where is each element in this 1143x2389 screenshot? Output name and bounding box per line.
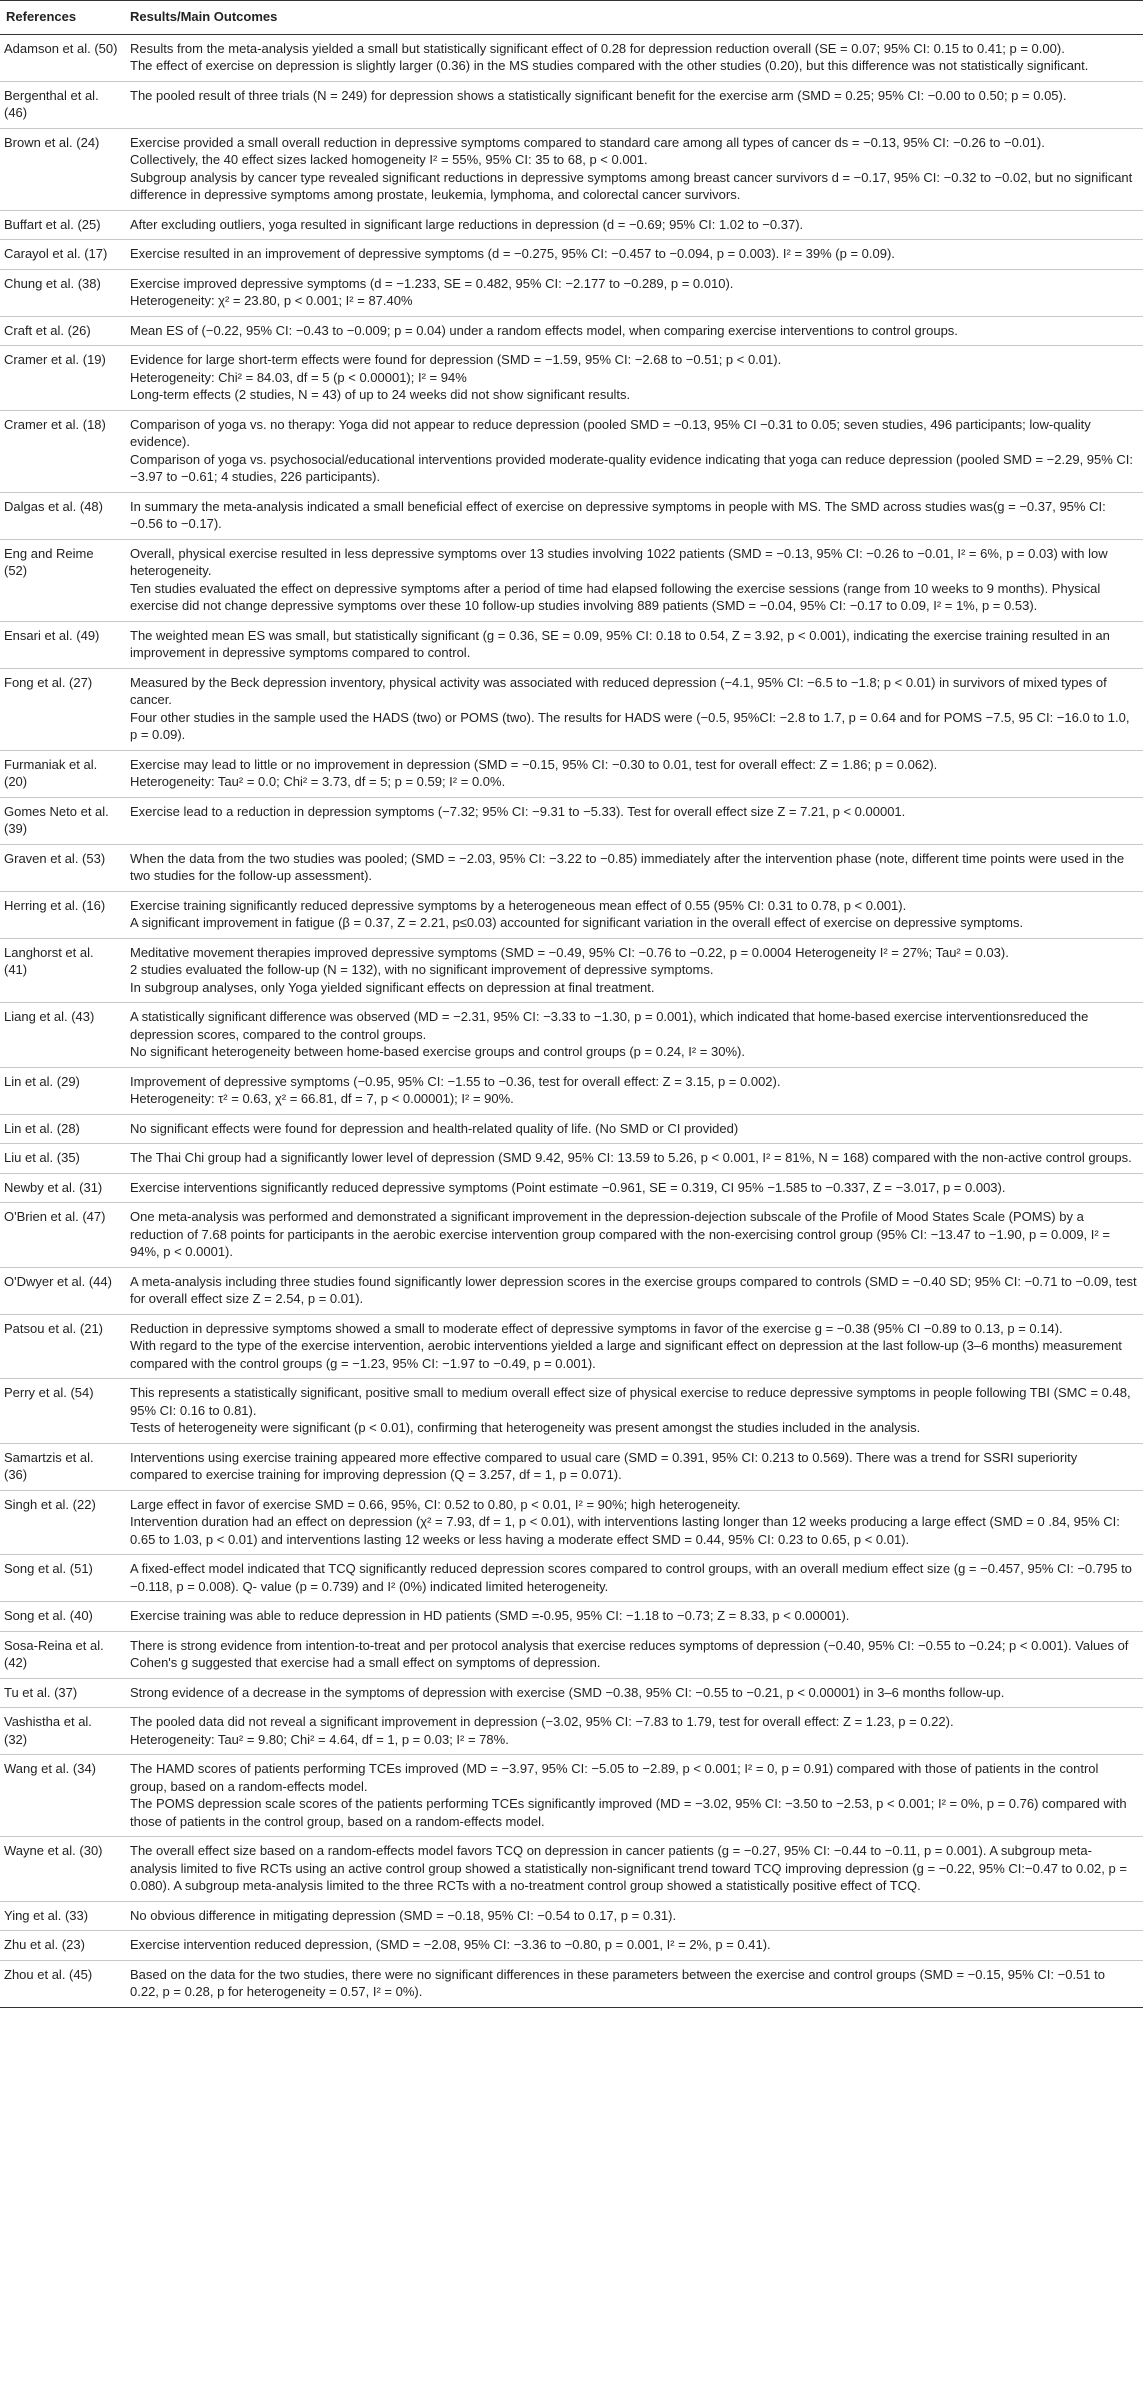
outcome-text: Exercise intervention reduced depression, (SMD = −2.08, 95% CI: −3.36 to −0.80, p = 0.001, I² = 2%, p = 0.41). bbox=[130, 1937, 771, 1952]
outcome-text: No significant effects were found for depression and health-related quality of life. (No SMD or CI provided) bbox=[130, 1120, 739, 1136]
outcome-text: A statistically significant difference was observed (MD = −2.31, 95% CI: −3.33 to −1.30, p = 0.001), which indicated that home-based exercise interventionsreduced the depression scores, compared to the control groups. bbox=[130, 1009, 1089, 1042]
table-row bbox=[0, 240, 1143, 270]
reference-cell: Langhorst et al. (41) bbox=[0, 938, 124, 1003]
table-row bbox=[0, 1173, 1143, 1203]
outcome-cell bbox=[124, 1901, 1143, 1931]
outcome-text: Large effect in favor of exercise SMD = 0.66, 95%, CI: 0.52 to 0.80, p < 0.01, I² = 90%; high heterogeneity. bbox=[130, 1496, 741, 1512]
header-results: Results/Main Outcomes bbox=[124, 1, 1143, 35]
table-row bbox=[0, 1678, 1143, 1708]
outcome-cell bbox=[124, 81, 1143, 128]
outcome-text: Heterogeneity: Chi² = 84.03, df = 5 (p < 0.00001); I² = 94% bbox=[130, 369, 467, 385]
outcome-text: Collectively, the 40 effect sizes lacked homogeneity I² = 55%, 95% CI: 35 to 68, p < 0.001. bbox=[130, 152, 648, 167]
reference-cell: Patsou et al. (21) bbox=[0, 1314, 124, 1379]
table-row bbox=[0, 269, 1143, 316]
reference-cell: Song et al. (40) bbox=[0, 1602, 124, 1632]
table-row bbox=[0, 938, 1143, 1003]
outcome-cell bbox=[124, 1602, 1143, 1632]
reference-cell: Fong et al. (27) bbox=[0, 668, 124, 750]
table-row bbox=[0, 1901, 1143, 1931]
reference-cell: Liang et al. (43) bbox=[0, 1003, 124, 1068]
outcome-cell bbox=[124, 1173, 1143, 1203]
outcome-cell bbox=[124, 269, 1143, 316]
outcome-text: Exercise interventions significantly reduced depressive symptoms (Point estimate −0.961, SE = 0.319, CI 95% −1.585 to −0.337, Z = −3.017, p = 0.003). bbox=[130, 1179, 1006, 1195]
outcome-text: Comparison of yoga vs. no therapy: Yoga did not appear to reduce depression (pooled SMD = −0.13, 95% CI −0.31 to 0.05; seven studies, 496 participants; low-quality evidence). bbox=[130, 416, 1091, 449]
reference-cell: Ying et al. (33) bbox=[0, 1901, 124, 1931]
outcome-cell bbox=[124, 1631, 1143, 1678]
reference-cell: Liu et al. (35) bbox=[0, 1144, 124, 1174]
outcome-text: Comparison of yoga vs. psychosocial/educational interventions provided moderate-quality evidence indicating that yoga can reduce depression (pooled SMD = −2.29, 95% CI: −3.97 to −0.61; 4 studies, 226 participants). bbox=[130, 451, 1134, 484]
reference-cell: Lin et al. (29) bbox=[0, 1067, 124, 1114]
outcome-cell bbox=[124, 1144, 1143, 1174]
table-row bbox=[0, 1631, 1143, 1678]
reference-cell: Perry et al. (54) bbox=[0, 1379, 124, 1444]
outcome-cell bbox=[124, 797, 1143, 844]
outcome-cell bbox=[124, 492, 1143, 539]
outcome-text: Results from the meta-analysis yielded a small but statistically significant effect of 0.28 for depression reduction overall (SE = 0.07; 95% CI: 0.15 to 0.41; p = 0.00). bbox=[130, 40, 1065, 56]
outcome-cell bbox=[124, 1837, 1143, 1902]
outcome-text: Tests of heterogeneity were significant (p < 0.01), confirming that heterogeneity was present amongst the studies included in the analysis. bbox=[130, 1420, 921, 1435]
outcome-text: Reduction in depressive symptoms showed a small to moderate effect of depressive symptoms in favor of the exercise g = −0.38 (95% CI −0.89 to 0.13, p = 0.14). bbox=[130, 1320, 1063, 1336]
outcome-cell bbox=[124, 1960, 1143, 2007]
outcome-cell bbox=[124, 1267, 1143, 1314]
outcome-cell bbox=[124, 410, 1143, 492]
outcome-cell bbox=[124, 210, 1143, 240]
table-row bbox=[0, 891, 1143, 938]
table-row bbox=[0, 797, 1143, 844]
outcome-text: The POMS depression scale scores of the patients performing TCEs significantly improved (MD = −3.02, 95% CI: −3.50 to −2.53, p < 0.001; I² = 0%, p = 0.76) compared with those of patients in the control group, based on a random-effects model. bbox=[130, 1796, 1127, 1829]
outcome-text: A fixed-effect model indicated that TCQ significantly reduced depression scores compared to control groups, with an overall medium effect size (g = −0.457, 95% CI: −0.795 to −0.118, p = 0.008). Q- value (p = 0.739) and I² (0%) indicated limited heterogeneity. bbox=[130, 1561, 1132, 1594]
outcome-text: In subgroup analyses, only Yoga yielded significant effects on depression at final treatment. bbox=[130, 979, 655, 995]
outcome-text: Exercise resulted in an improvement of depressive symptoms (d = −0.275, 95% CI: −0.457 to −0.094, p = 0.003). I² = 39% (p = 0.09). bbox=[130, 246, 895, 261]
outcome-text: A significant improvement in fatigue (β = 0.37, Z = 2.21, p≤0.03) accounted for significant variation in the overall effect of exercise on depressive symptoms. bbox=[130, 915, 1024, 930]
table-row bbox=[0, 1379, 1143, 1444]
reference-cell: Eng and Reime (52) bbox=[0, 539, 124, 621]
outcome-text: Interventions using exercise training appeared more effective compared to usual care (SMD = 0.391, 95% CI: 0.213 to 0.569). There was a trend for SSRI superiority compared to exercise training for improving depression (Q = 3.257, df = 1, p = 0.071). bbox=[130, 1449, 1078, 1482]
reference-cell: Cramer et al. (18) bbox=[0, 410, 124, 492]
outcome-cell bbox=[124, 1067, 1143, 1114]
outcome-text: The weighted mean ES was small, but statistically significant (g = 0.36, SE = 0.09, 95% CI: 0.18 to 0.54, Z = 3.92, p < 0.001), indicating the exercise training resulted in an improvement in depressive symptoms compared to control. bbox=[130, 627, 1110, 660]
table-row bbox=[0, 81, 1143, 128]
outcome-cell bbox=[124, 1708, 1143, 1755]
table-row bbox=[0, 492, 1143, 539]
reference-cell: Cramer et al. (19) bbox=[0, 346, 124, 411]
outcome-cell bbox=[124, 621, 1143, 668]
outcome-cell bbox=[124, 1555, 1143, 1602]
outcome-text: Exercise lead to a reduction in depression symptoms (−7.32; 95% CI: −9.31 to −5.33). Test for overall effect size Z = 7.21, p < 0.00001. bbox=[130, 803, 906, 819]
table-row bbox=[0, 750, 1143, 797]
outcome-text: A meta-analysis including three studies found significantly lower depression scores in the exercise groups compared to controls (SMD = −0.40 SD; 95% CI: −0.71 to −0.09, test for overall effect size Z = 2.54, p = 0.01). bbox=[130, 1273, 1137, 1306]
outcome-cell bbox=[124, 1755, 1143, 1837]
outcome-text: The HAMD scores of patients performing TCEs improved (MD = −3.97, 95% CI: −5.05 to −2.89, p < 0.001; I² = 0, p = 0.91) compared with those of patients in the control group, based on a random-effects model. bbox=[130, 1761, 1099, 1794]
reference-cell: Ensari et al. (49) bbox=[0, 621, 124, 668]
reference-cell: Zhu et al. (23) bbox=[0, 1931, 124, 1961]
outcome-text: Improvement of depressive symptoms (−0.95, 95% CI: −1.55 to −0.36, test for overall effect: Z = 3.15, p = 0.002). bbox=[130, 1073, 781, 1089]
outcome-text: Strong evidence of a decrease in the symptoms of depression with exercise (SMD −0.38, 95% CI: −0.55 to −0.21, p < 0.00001) in 3–6 months follow-up. bbox=[130, 1684, 1005, 1700]
outcome-cell bbox=[124, 844, 1143, 891]
outcome-text: Intervention duration had an effect on depression (χ² = 7.93, df = 1, p < 0.01), with interventions lasting longer than 12 weeks producing a large effect (SMD = 0 .84, 95% CI: 0.65 to 1.03, p < 0.01) and interventions lasting 12 weeks or less having a moderate effect SMD = 0.44, 95% CI: 0.23 to 0.65, p < 0.01). bbox=[130, 1514, 1120, 1547]
reference-cell: Singh et al. (22) bbox=[0, 1490, 124, 1555]
outcome-text: Long-term effects (2 studies, N = 43) of up to 24 weeks did not show significant results. bbox=[130, 387, 631, 402]
reference-cell: Brown et al. (24) bbox=[0, 128, 124, 210]
reference-cell: O'Dwyer et al. (44) bbox=[0, 1267, 124, 1314]
outcome-cell bbox=[124, 1379, 1143, 1444]
reference-cell: Dalgas et al. (48) bbox=[0, 492, 124, 539]
outcome-text: Mean ES of (−0.22, 95% CI: −0.43 to −0.009; p = 0.04) under a random effects model, when comparing exercise interventions to control groups. bbox=[130, 322, 958, 338]
outcome-text: Exercise may lead to little or no improvement in depression (SMD = −0.15, 95% CI: −0.30 to 0.01, test for overall effect: Z = 1.86; p = 0.062). bbox=[130, 756, 938, 772]
table-row bbox=[0, 1555, 1143, 1602]
table-row bbox=[0, 1003, 1143, 1068]
reference-cell: Carayol et al. (17) bbox=[0, 240, 124, 270]
table-row bbox=[0, 1837, 1143, 1902]
outcome-cell bbox=[124, 240, 1143, 270]
reference-cell: Bergenthal et al. (46) bbox=[0, 81, 124, 128]
reference-cell: Adamson et al. (50) bbox=[0, 34, 124, 81]
table-row bbox=[0, 316, 1143, 346]
outcome-cell bbox=[124, 1203, 1143, 1268]
outcome-text: With regard to the type of the exercise intervention, aerobic interventions yielded a large and significant effect on depression at the last follow-up (3–6 months) measurement compared with the control groups (g = −1.23, 95% CI: −1.97 to −0.49, p = 0.001). bbox=[130, 1338, 1122, 1371]
table-row bbox=[0, 34, 1143, 81]
table-row bbox=[0, 1602, 1143, 1632]
reference-cell: Gomes Neto et al. (39) bbox=[0, 797, 124, 844]
outcome-text: Exercise training was able to reduce depression in HD patients (SMD =-0.95, 95% CI: −1.18 to −0.73; Z = 8.33, p < 0.00001). bbox=[130, 1608, 850, 1623]
outcome-cell bbox=[124, 316, 1143, 346]
table-header bbox=[0, 1, 1143, 35]
outcome-cell bbox=[124, 1443, 1143, 1490]
outcome-cell bbox=[124, 668, 1143, 750]
outcome-text: One meta-analysis was performed and demonstrated a significant improvement in the depression-dejection subscale of the Profile of Mood States Scale (POMS) by a reduction of 7.68 points for participants in the aerobic exercise intervention group compared with the non-exercising control group (95% CI: −13.47 to −1.90, p = 0.009, I² = 94%, p < 0.0001). bbox=[130, 1209, 1110, 1259]
reference-cell: Song et al. (51) bbox=[0, 1555, 124, 1602]
table-row bbox=[0, 210, 1143, 240]
table-row bbox=[0, 1490, 1143, 1555]
reference-cell: Chung et al. (38) bbox=[0, 269, 124, 316]
outcome-cell bbox=[124, 1314, 1143, 1379]
outcome-text: There is strong evidence from intention-to-treat and per protocol analysis that exercise reduces symptoms of depression (−0.40, 95% CI: −0.55 to −0.24; p < 0.001). Values of Cohen's g suggested that exercise had a small effect on symptoms of depression. bbox=[130, 1637, 1129, 1670]
table-row bbox=[0, 1708, 1143, 1755]
outcome-text: Heterogeneity: Tau² = 9.80; Chi² = 4.64, df = 1, p = 0.03; I² = 78%. bbox=[130, 1731, 509, 1747]
reference-cell: Buffart et al. (25) bbox=[0, 210, 124, 240]
outcome-text: 2 studies evaluated the follow-up (N = 132), with no significant improvement of depressive symptoms. bbox=[130, 962, 714, 977]
reference-cell: Newby et al. (31) bbox=[0, 1173, 124, 1203]
outcome-cell bbox=[124, 539, 1143, 621]
reference-cell: Wang et al. (34) bbox=[0, 1755, 124, 1837]
table-row bbox=[0, 1203, 1143, 1268]
header-row bbox=[0, 1, 1143, 35]
outcome-text: Exercise provided a small overall reduction in depressive symptoms compared to standard care among all types of cancer ds = −0.13, 95% CI: −0.26 to −0.01). bbox=[130, 134, 1045, 150]
table-row bbox=[0, 1067, 1143, 1114]
reference-cell: O'Brien et al. (47) bbox=[0, 1203, 124, 1268]
outcome-cell bbox=[124, 750, 1143, 797]
reference-cell: Herring et al. (16) bbox=[0, 891, 124, 938]
outcome-cell bbox=[124, 891, 1143, 938]
reference-cell: Samartzis et al. (36) bbox=[0, 1443, 124, 1490]
outcome-text: Exercise improved depressive symptoms (d = −1.233, SE = 0.482, 95% CI: −2.177 to −0.289, p = 0.010). bbox=[130, 275, 734, 291]
table-row bbox=[0, 668, 1143, 750]
outcome-text: Meditative movement therapies improved depressive symptoms (SMD = −0.49, 95% CI: −0.76 to −0.22, p = 0.0004 Heterogeneity I² = 27%; Tau² = 0.03). bbox=[130, 944, 1009, 960]
reference-cell: Lin et al. (28) bbox=[0, 1114, 124, 1144]
table-row bbox=[0, 1931, 1143, 1961]
outcome-cell bbox=[124, 34, 1143, 81]
outcome-text: Subgroup analysis by cancer type revealed significant reductions in depressive symptoms among breast cancer survivors d = −0.17, 95% CI: −0.32 to −0.02, but no significant difference in depressive symptoms among prostate, leukemia, lymphoma, and colorectal cancer survivors. bbox=[130, 169, 1133, 202]
header-references: References bbox=[0, 1, 124, 35]
outcome-cell bbox=[124, 1003, 1143, 1068]
outcome-text: In summary the meta-analysis indicated a small beneficial effect of exercise on depressive symptoms in people with MS. The SMD across studies was(g = −0.37, 95% CI: −0.56 to −0.17). bbox=[130, 498, 1106, 531]
outcome-text: The effect of exercise on depression is slightly larger (0.36) in the MS studies compared with the other studies (0.20), but this difference was not statistically significant. bbox=[130, 58, 1089, 73]
outcome-text: Ten studies evaluated the effect on depressive symptoms after a period of time had elapsed following the exercise sessions (range from 10 weeks to 9 months). Physical exercise did not change depressive symptoms over these 10 follow-up studies involving 889 patients (SMD = −0.04, 95% CI: −0.17 to 0.09, I² = 1%, p = 0.53). bbox=[130, 580, 1101, 613]
outcome-cell bbox=[124, 938, 1143, 1003]
outcome-cell bbox=[124, 1931, 1143, 1961]
outcome-text: The overall effect size based on a random-effects model favors TCQ on depression in cancer patients (g = −0.27, 95% CI: −0.44 to −0.11, p = 0.001). A subgroup meta-analysis limited to five RCTs using an active control group showed a statistically non-significant trend toward TCQ improving depression (g = −0.22, 95% CI:−0.47 to 0.02, p = 0.080). A subgroup meta-analysis limited to the three RCTs with a no-treatment control group showed a statistically positive effect of TCQ. bbox=[130, 1843, 1127, 1893]
reference-cell: Craft et al. (26) bbox=[0, 316, 124, 346]
table-row bbox=[0, 539, 1143, 621]
outcome-cell bbox=[124, 346, 1143, 411]
outcome-text: This represents a statistically significant, positive small to medium overall effect size of physical exercise to reduce depressive symptoms in people following TBI (SMC = 0.48, 95% CI: 0.16 to 0.81). bbox=[130, 1385, 1131, 1418]
outcome-text: No obvious difference in mitigating depression (SMD = −0.18, 95% CI: −0.54 to 0.17, p = 0.31). bbox=[130, 1907, 677, 1923]
outcome-text: Heterogeneity: Tau² = 0.0; Chi² = 3.73, df = 5; p = 0.59; I² = 0.0%. bbox=[130, 774, 506, 789]
outcome-cell bbox=[124, 1114, 1143, 1144]
outcome-cell bbox=[124, 128, 1143, 210]
outcome-cell bbox=[124, 1490, 1143, 1555]
reference-cell: Sosa-Reina et al. (42) bbox=[0, 1631, 124, 1678]
outcome-text: Four other studies in the sample used the HADS (two) or POMS (two). The results for HADS were (−0.5, 95%CI: −2.8 to 1.7, p = 0.64 and for POMS −7.5, 95 CI: −16.0 to 1.0, p = 0.09). bbox=[130, 709, 1130, 742]
table-row bbox=[0, 1960, 1143, 2007]
table-body bbox=[0, 34, 1143, 2007]
reference-cell: Graven et al. (53) bbox=[0, 844, 124, 891]
outcome-text: Evidence for large short-term effects were found for depression (SMD = −1.59, 95% CI: −2.68 to −0.51; p < 0.01). bbox=[130, 352, 782, 367]
outcome-text: Measured by the Beck depression inventory, physical activity was associated with reduced depression (−4.1, 95% CI: −6.5 to −1.8; p < 0.01) in survivors of mixed types of cancer. bbox=[130, 674, 1107, 707]
reference-cell: Zhou et al. (45) bbox=[0, 1960, 124, 2007]
reference-cell: Tu et al. (37) bbox=[0, 1678, 124, 1708]
outcome-text: Based on the data for the two studies, there were no significant differences in these parameters between the exercise and control groups (SMD = −0.15, 95% CI: −0.51 to 0.22, p = 0.28, p for heterogeneity = 0.57, I² = 0%). bbox=[130, 1966, 1105, 1999]
outcome-text: Heterogeneity: χ² = 23.80, p < 0.001; I² = 87.40% bbox=[130, 293, 413, 308]
table-row bbox=[0, 621, 1143, 668]
outcome-text: No significant heterogeneity between home-based exercise groups and control groups (p = 0.24, I² = 30%). bbox=[130, 1044, 745, 1059]
table-row bbox=[0, 346, 1143, 411]
table-row bbox=[0, 410, 1143, 492]
outcome-cell bbox=[124, 1678, 1143, 1708]
table-row bbox=[0, 1314, 1143, 1379]
reference-cell: Furmaniak et al. (20) bbox=[0, 750, 124, 797]
table-row bbox=[0, 844, 1143, 891]
outcome-text: Exercise training significantly reduced depressive symptoms by a heterogeneous mean effect of 0.55 (95% CI: 0.31 to 0.78, p < 0.001). bbox=[130, 897, 907, 913]
table-row bbox=[0, 128, 1143, 210]
outcome-text: The pooled data did not reveal a significant improvement in depression (−3.02, 95% CI: −7.83 to 1.79, test for overall effect: Z = 1.23, p = 0.22). bbox=[130, 1714, 954, 1729]
reference-cell: Wayne et al. (30) bbox=[0, 1837, 124, 1902]
outcome-text: After excluding outliers, yoga resulted in significant large reductions in depression (d = −0.69; 95% CI: 1.02 to −0.37). bbox=[130, 216, 804, 232]
outcome-text: When the data from the two studies was pooled; (SMD = −2.03, 95% CI: −3.22 to −0.85) immediately after the intervention phase (note, different time points were used in the two studies for the follow-up assessment). bbox=[130, 850, 1125, 883]
table-row bbox=[0, 1755, 1143, 1837]
table-row bbox=[0, 1267, 1143, 1314]
outcome-text: The Thai Chi group had a significantly lower level of depression (SMD 9.42, 95% CI: 13.59 to 5.26, p < 0.001, I² = 81%, N = 168) compared with the non-active control groups. bbox=[130, 1150, 1132, 1165]
table-row bbox=[0, 1144, 1143, 1174]
reference-cell: Vashistha et al. (32) bbox=[0, 1708, 124, 1755]
outcome-text: Heterogeneity: τ² = 0.63, χ² = 66.81, df = 7, p < 0.00001); I² = 90%. bbox=[130, 1091, 514, 1106]
table-row bbox=[0, 1114, 1143, 1144]
outcome-text: The pooled result of three trials (N = 249) for depression shows a statistically significant benefit for the exercise arm (SMD = 0.25; 95% CI: −0.00 to 0.50; p = 0.05). bbox=[130, 87, 1067, 103]
table-row bbox=[0, 1443, 1143, 1490]
outcome-text: Overall, physical exercise resulted in less depressive symptoms over 13 studies involving 1022 patients (SMD = −0.13, 95% CI: −0.26 to −0.01, I² = 6%, p = 0.03) with low heterogeneity. bbox=[130, 545, 1108, 578]
